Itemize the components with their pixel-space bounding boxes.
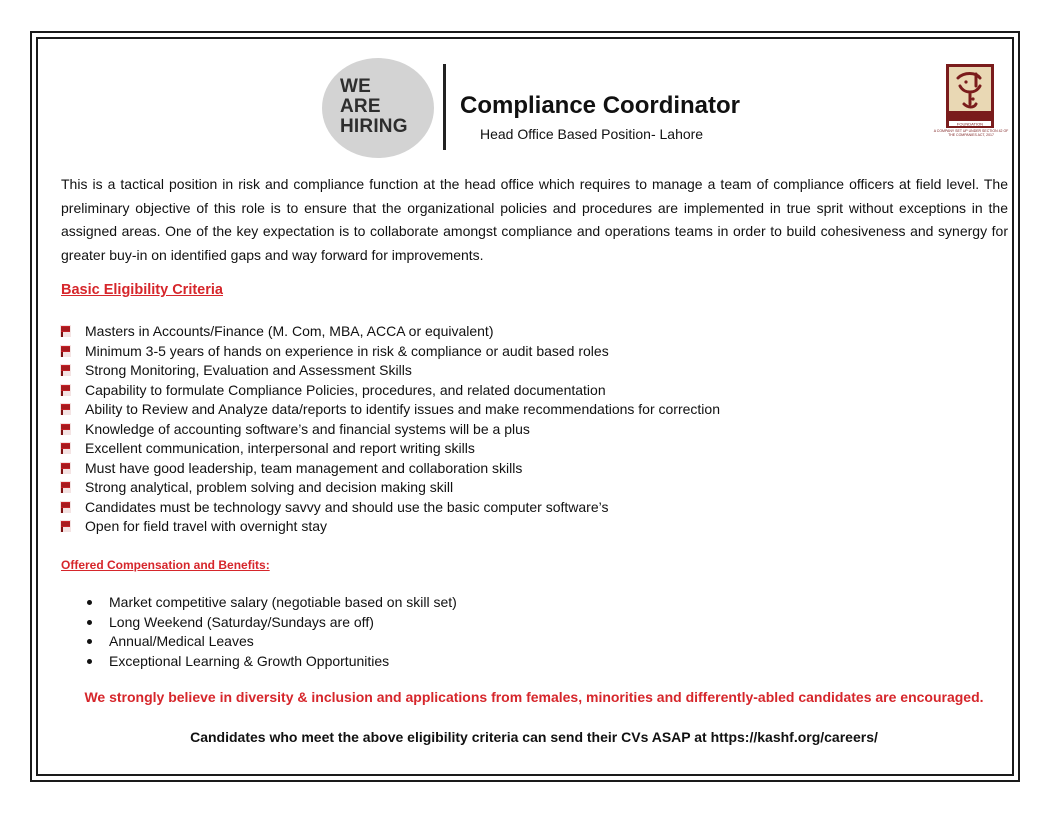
list-item bbox=[60, 478, 720, 498]
criteria-text: Strong Monitoring, Evaluation and Assessment Skills bbox=[85, 362, 412, 378]
badge-line-1: WE bbox=[340, 76, 372, 97]
benefits-list bbox=[84, 593, 457, 671]
dot-bullet-icon bbox=[87, 620, 92, 625]
criteria-text: Ability to Review and Analyze data/reports to identify issues and make recommendations for correction bbox=[85, 401, 720, 417]
job-title: Compliance Coordinator bbox=[460, 92, 741, 119]
benefit-text: Market competitive salary (negotiable based on skill set) bbox=[109, 594, 457, 610]
svg-text:Kasht: Kasht bbox=[957, 112, 983, 121]
dot-bullet-icon bbox=[87, 639, 92, 644]
svg-text:FOUNDATION: FOUNDATION bbox=[956, 121, 984, 127]
list-item bbox=[60, 400, 720, 420]
criteria-text: Candidates must be technology savvy and should use the basic computer software’s bbox=[85, 498, 609, 515]
list-item bbox=[60, 439, 720, 459]
flag-bullet-icon bbox=[60, 325, 71, 337]
eligibility-heading: Basic Eligibility Criteria bbox=[61, 282, 223, 298]
list-item bbox=[60, 342, 720, 362]
criteria-text: Capability to formulate Compliance Policies, procedures, and related documentation bbox=[85, 381, 606, 398]
list-item bbox=[60, 498, 720, 518]
kashf-foundation-logo bbox=[946, 64, 994, 128]
flag-bullet-icon bbox=[60, 364, 71, 376]
criteria-text: Must have good leadership, team management and collaboration skills bbox=[85, 459, 523, 476]
list-item bbox=[60, 459, 720, 479]
list-item bbox=[84, 593, 457, 613]
criteria-text: Minimum 3-5 years of hands on experience in risk & compliance or audit based roles bbox=[85, 342, 609, 359]
eligibility-list bbox=[60, 322, 720, 537]
criteria-text: Excellent communication, interpersonal and report writing skills bbox=[85, 440, 475, 456]
benefit-text: Exceptional Learning & Growth Opportunities bbox=[109, 652, 390, 669]
list-item bbox=[84, 632, 457, 652]
we-are-hiring-text bbox=[340, 77, 408, 137]
flag-bullet-icon bbox=[60, 442, 71, 454]
flag-bullet-icon bbox=[60, 403, 71, 415]
benefit-text: Long Weekend (Saturday/Sundays are off) bbox=[109, 613, 374, 630]
job-location: Head Office Based Position- Lahore bbox=[480, 126, 704, 142]
flag-bullet-icon bbox=[60, 481, 71, 493]
dot-bullet-icon bbox=[87, 600, 92, 605]
logo-caption: A COMPANY SET UP UNDER SECTION 42 OF THE COMPANIES ACT, 2017 bbox=[933, 129, 1009, 137]
flag-bullet-icon bbox=[60, 384, 71, 396]
badge-line-2: ARE bbox=[340, 96, 381, 117]
criteria-text: Masters in Accounts/Finance (M. Com, MBA, ACCA or equivalent) bbox=[85, 323, 494, 339]
intro-paragraph: This is a tactical position in risk and compliance function at the head office which requires to manage a team of compliance officers at field level. The preliminary objective of this role is to ensure that the organizational policies and procedures are implemented in true sprit without exceptions in the assigned areas. One of the key expectation is to collaborate amongst compliance and operations teams in order to build cohesiveness and synergy for greater buy-in on identified gaps and way forward for improvements. bbox=[61, 176, 1008, 263]
list-item bbox=[60, 420, 720, 440]
flag-bullet-icon bbox=[60, 520, 71, 532]
flag-bullet-icon bbox=[60, 462, 71, 474]
badge-line-3: HIRING bbox=[340, 116, 408, 137]
criteria-text: Knowledge of accounting software’s and financial systems will be a plus bbox=[85, 420, 530, 437]
list-item bbox=[60, 322, 720, 342]
list-item bbox=[84, 652, 457, 672]
criteria-text: Open for field travel with overnight stay bbox=[85, 518, 328, 534]
benefit-text: Annual/Medical Leaves bbox=[109, 633, 254, 649]
dot-bullet-icon bbox=[87, 659, 92, 664]
apply-instructions: Candidates who meet the above eligibility criteria can send their CVs ASAP at https://kashf.org/careers/ bbox=[190, 729, 878, 745]
list-item bbox=[60, 381, 720, 401]
list-item bbox=[60, 517, 720, 537]
header-divider bbox=[443, 64, 446, 150]
criteria-text: Strong analytical, problem solving and decision making skill bbox=[85, 479, 454, 495]
flag-bullet-icon bbox=[60, 423, 71, 435]
list-item bbox=[84, 613, 457, 633]
flag-bullet-icon bbox=[60, 501, 71, 513]
list-item bbox=[60, 361, 720, 381]
flag-bullet-icon bbox=[60, 345, 71, 357]
benefits-heading: Offered Compensation and Benefits: bbox=[61, 558, 270, 572]
diversity-statement: We strongly believe in diversity & inclusion and applications from females, minorities and differently-abled candidates are encouraged. bbox=[84, 689, 984, 705]
